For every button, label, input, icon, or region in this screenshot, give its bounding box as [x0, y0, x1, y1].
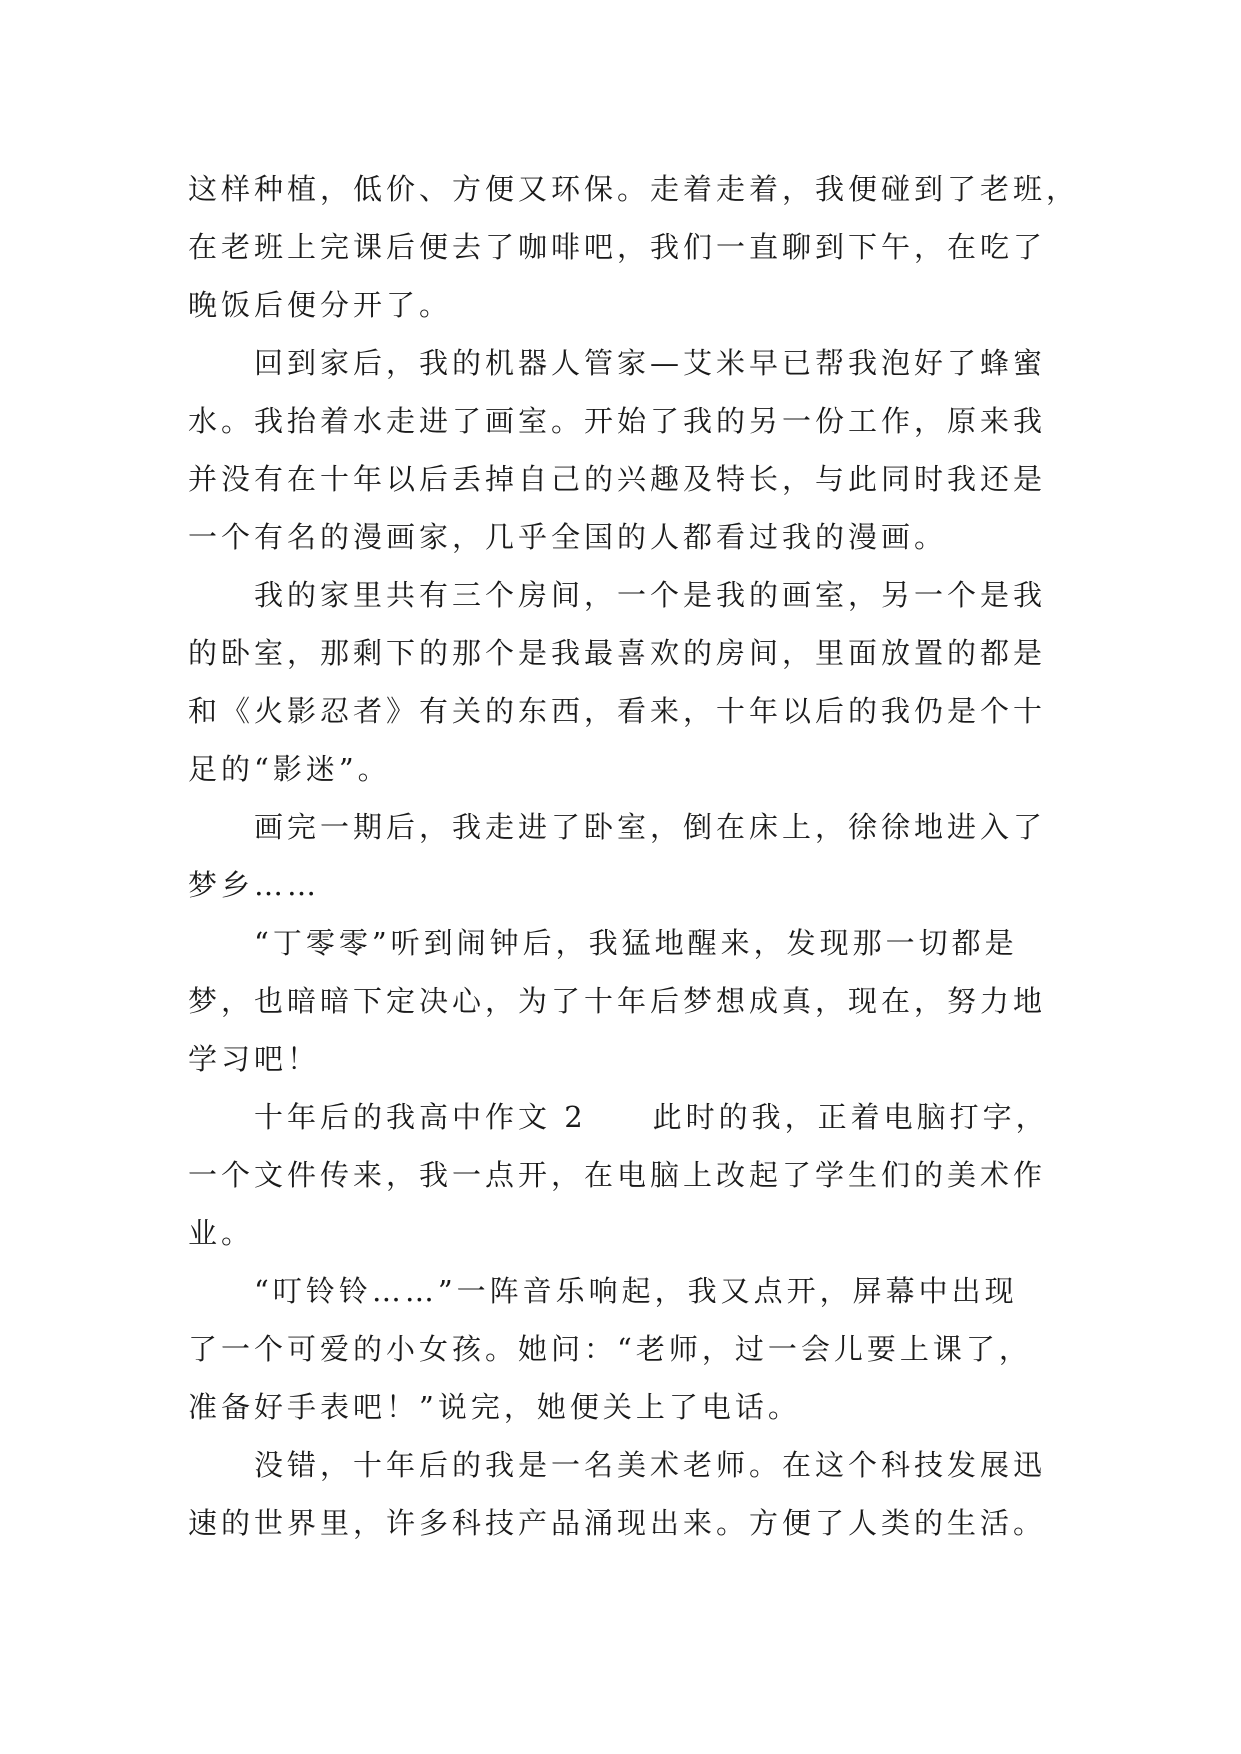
paragraph-first-line: 回到家后，我的机器人管家—艾米早已帮我泡好了蜂蜜: [254, 346, 1047, 380]
text-line: 准备好手表吧！”说完，她便关上了电话。: [188, 1390, 801, 1424]
text-line: 梦乡……: [188, 868, 321, 902]
text-line: 业。: [188, 1216, 255, 1250]
paragraph-first-line: 没错，十年后的我是一名美术老师。在这个科技发展迅: [254, 1448, 1047, 1482]
paragraph-first-line: “叮铃铃……”一阵音乐响起，我又点开，屏幕中出现: [254, 1274, 1018, 1308]
paragraph-first-line: “丁零零”听到闹钟后，我猛地醒来，发现那一切都是: [254, 926, 1018, 960]
text-line: 了一个可爱的小女孩。她问：“老师，过一会儿要上课了，: [188, 1332, 1032, 1366]
text-line: 的卧室，那剩下的那个是我最喜欢的房间，里面放置的都是: [188, 636, 1047, 670]
paragraph-first-line: 十年后的我高中作文 2 此时的我，正着电脑打字，: [254, 1100, 1049, 1134]
text-line: 和《火影忍者》有关的东西，看来，十年以后的我仍是个十: [188, 694, 1047, 728]
text-line: 水。我抬着水走进了画室。开始了我的另一份工作，原来我: [188, 404, 1047, 438]
essay-body: [188, 160, 1080, 1552]
text-line: 在老班上完课后便去了咖啡吧，我们一直聊到下午，在吃了: [188, 230, 1047, 264]
paragraph-first-line: 画完一期后，我走进了卧室，倒在床上，徐徐地进入了: [254, 810, 1047, 844]
text-line: 学习吧！: [188, 1042, 321, 1076]
text-line: 一个文件传来，我一点开，在电脑上改起了学生们的美术作: [188, 1158, 1047, 1192]
paragraph-first-line: 我的家里共有三个房间，一个是我的画室，另一个是我: [254, 578, 1047, 612]
text-line: 这样种植，低价、方便又环保。走着走着，我便碰到了老班，: [188, 172, 1080, 206]
text-line: 梦，也暗暗下定决心，为了十年后梦想成真，现在，努力地: [188, 984, 1047, 1018]
text-line: 速的世界里，许多科技产品涌现出来。方便了人类的生活。: [188, 1506, 1047, 1540]
text-line: 并没有在十年以后丢掉自己的兴趣及特长，与此同时我还是: [188, 462, 1047, 496]
text-line: 晚饭后便分开了。: [188, 288, 453, 322]
text-line: 一个有名的漫画家，几乎全国的人都看过我的漫画。: [188, 520, 948, 554]
text-line: 足的“影迷”。: [188, 752, 391, 786]
